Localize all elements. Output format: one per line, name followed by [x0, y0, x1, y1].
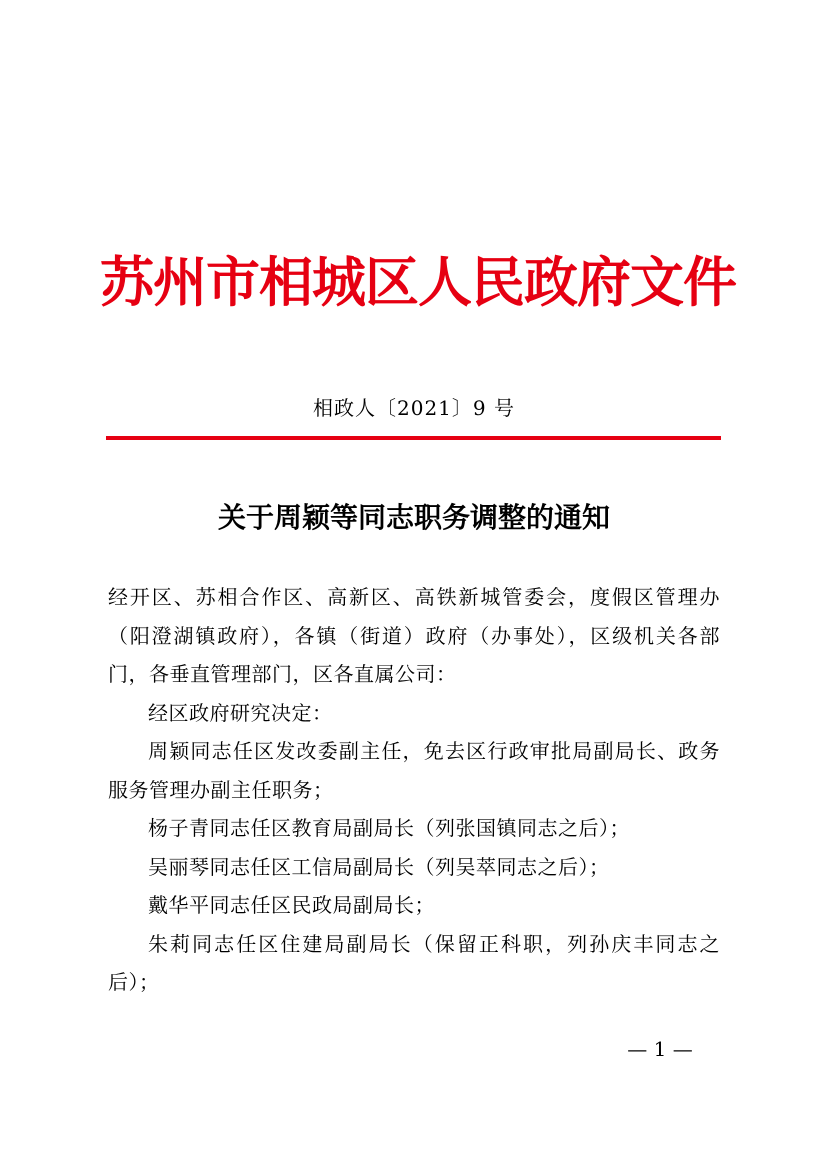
document-masthead: 苏州市相城区人民政府文件 [100, 250, 736, 314]
document-title: 关于周颖等同志职务调整的通知 [217, 501, 610, 534]
paragraph-appointment: 周颖同志任区发改委副主任，免去区行政审批局副局长、政务服务管理办副主任职务； [108, 739, 720, 802]
document-number: 相政人〔2021〕9 号 [313, 396, 515, 420]
paragraph-appointment: 吴丽琴同志任区工信局副局长（列吴萃同志之后）； [148, 854, 610, 879]
paragraph-appointment: 朱莉同志任区住建局副局长（保留正科职，列孙庆丰同志之后）； [108, 931, 720, 994]
red-separator-line [106, 436, 721, 440]
addressee: 经开区、苏相合作区、高新区、高铁新城管委会，度假区管理办（阳澄湖镇政府），各镇（街道）政府（办事处），区级机关各部门，各垂直管理部门，区各直属公司： [108, 585, 720, 686]
paragraph-decision: 经区政府研究决定： [148, 700, 333, 725]
document-body [108, 578, 720, 1002]
paragraph-appointment: 杨子青同志任区教育局副局长（列张国镇同志之后）； [148, 816, 630, 840]
paragraph-appointment: 戴华平同志任区民政局副局长； [148, 893, 435, 917]
page-number: — 1 — [627, 1037, 693, 1061]
